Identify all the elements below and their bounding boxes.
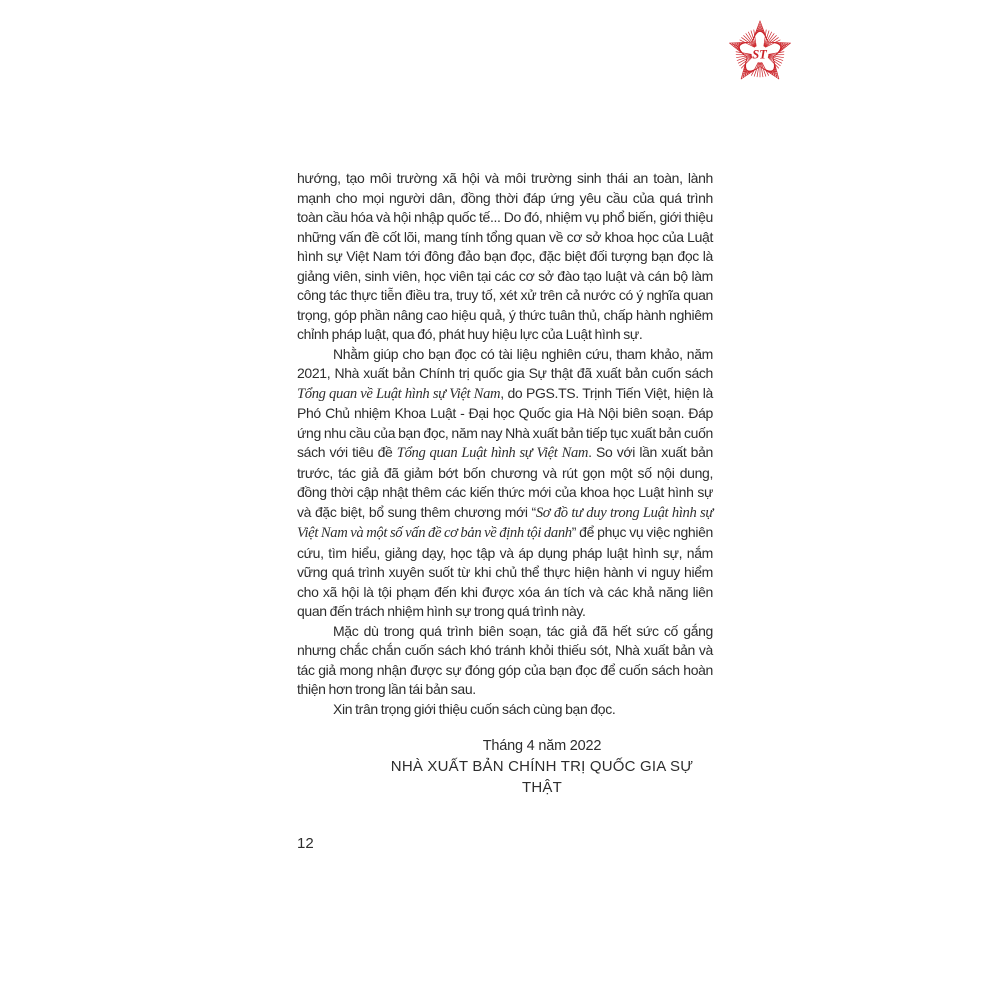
book-title-italic: Tổng quan Luật hình sự Việt Nam	[396, 445, 589, 461]
text-run: Xin trân trọng giới thiệu cuốn sách cùng bạn đọc.	[333, 700, 616, 717]
text-run: Mặc dù trong quá trình biên soạn, tác giả đã hết sức cố gắng nhưng chắc chắn cuốn sách khó tránh khỏi thiếu sót, Nhà xuất bản và tác giả mong nhận được sự đóng góp của bạn đọc để cuốn sách hoàn thiện hơn trong lần tái bản sau.	[297, 622, 713, 697]
body-text	[297, 169, 713, 798]
paragraph	[297, 345, 713, 622]
svg-text:ST: ST	[752, 47, 767, 62]
signature-block	[371, 736, 713, 798]
text-run: ” để phục vụ việc nghiên cứu, tìm hiểu, giảng dạy, học tập và áp dụng pháp luật hình sự, nắm vững quá trình xuyên suốt từ khi chủ thể thực hiện hành vi nguy hiểm cho xã hội là tội phạm đến khi được xóa án tích và các khả năng liên quan đến trách nhiệm hình sự trong quá trình này.	[297, 524, 713, 619]
book-title-italic: Sơ đồ tư duy trong Luật hình sự Việt Nam và một số vấn đề cơ bản về định tội danh	[297, 504, 713, 541]
signature-publisher: NHÀ XUẤT BẢN CHÍNH TRỊ QUỐC GIA SỰ THẬT	[390, 758, 694, 796]
text-run: . So với lần xuất bản trước, tác giả đã giảm bớt bốn chương và rút gọn một số nội dung, đồng thời cập nhật thêm các kiến thức mới của khoa học Luật hình sự và đặc biệt, bổ sung thêm chương mới “	[297, 444, 713, 520]
paragraph	[297, 169, 713, 345]
signature-date: Tháng 4 năm 2022	[482, 738, 602, 754]
paragraph	[297, 700, 713, 720]
text-run: hướng, tạo môi trường xã hội và môi trường sinh thái an toàn, lành mạnh cho mọi người dân, đồng thời đáp ứng yêu cầu của quá trình toàn cầu hóa và hội nhập quốc tế... Do đó, nhiệm vụ phổ biến, giới thiệu những vấn đề cốt lõi, mang tính tổng quan về cơ sở khoa học của Luật hình sự Việt Nam tới đông đảo bạn đọc, đặc biệt đối tượng bạn đọc là giảng viên, sinh viên, học viên tại các cơ sở đào tạo luật và cán bộ làm công tác thực tiễn điều tra, truy tố, xét xử trên cả nước có ý nghĩa quan trọng, góp phần nâng cao hiệu quả, ý thức tuân thủ, chấp hành nghiêm chỉnh pháp luật, qua đó, phát huy hiệu lực của Luật hình sự.	[297, 170, 713, 342]
text-run: , do PGS.TS. Trịnh Tiến Việt, hiện là Phó Chủ nhiệm Khoa Luật - Đại học Quốc gia Hà Nội biên soạn. Đáp ứng nhu cầu của bạn đọc, năm nay Nhà xuất bản tiếp tục xuất bản cuốn sách với tiêu đề	[297, 384, 713, 460]
publisher-logo	[727, 16, 793, 90]
page-number: 12	[297, 835, 314, 852]
star-st-icon	[727, 16, 793, 90]
book-title-italic: Tổng quan về Luật hình sự Việt Nam	[297, 385, 501, 402]
paragraph	[297, 622, 713, 700]
text-run: Nhằm giúp cho bạn đọc có tài liệu nghiên cứu, tham khảo, năm 2021, Nhà xuất bản Chính trị quốc gia Sự thật đã xuất bản cuốn sách	[297, 345, 713, 381]
